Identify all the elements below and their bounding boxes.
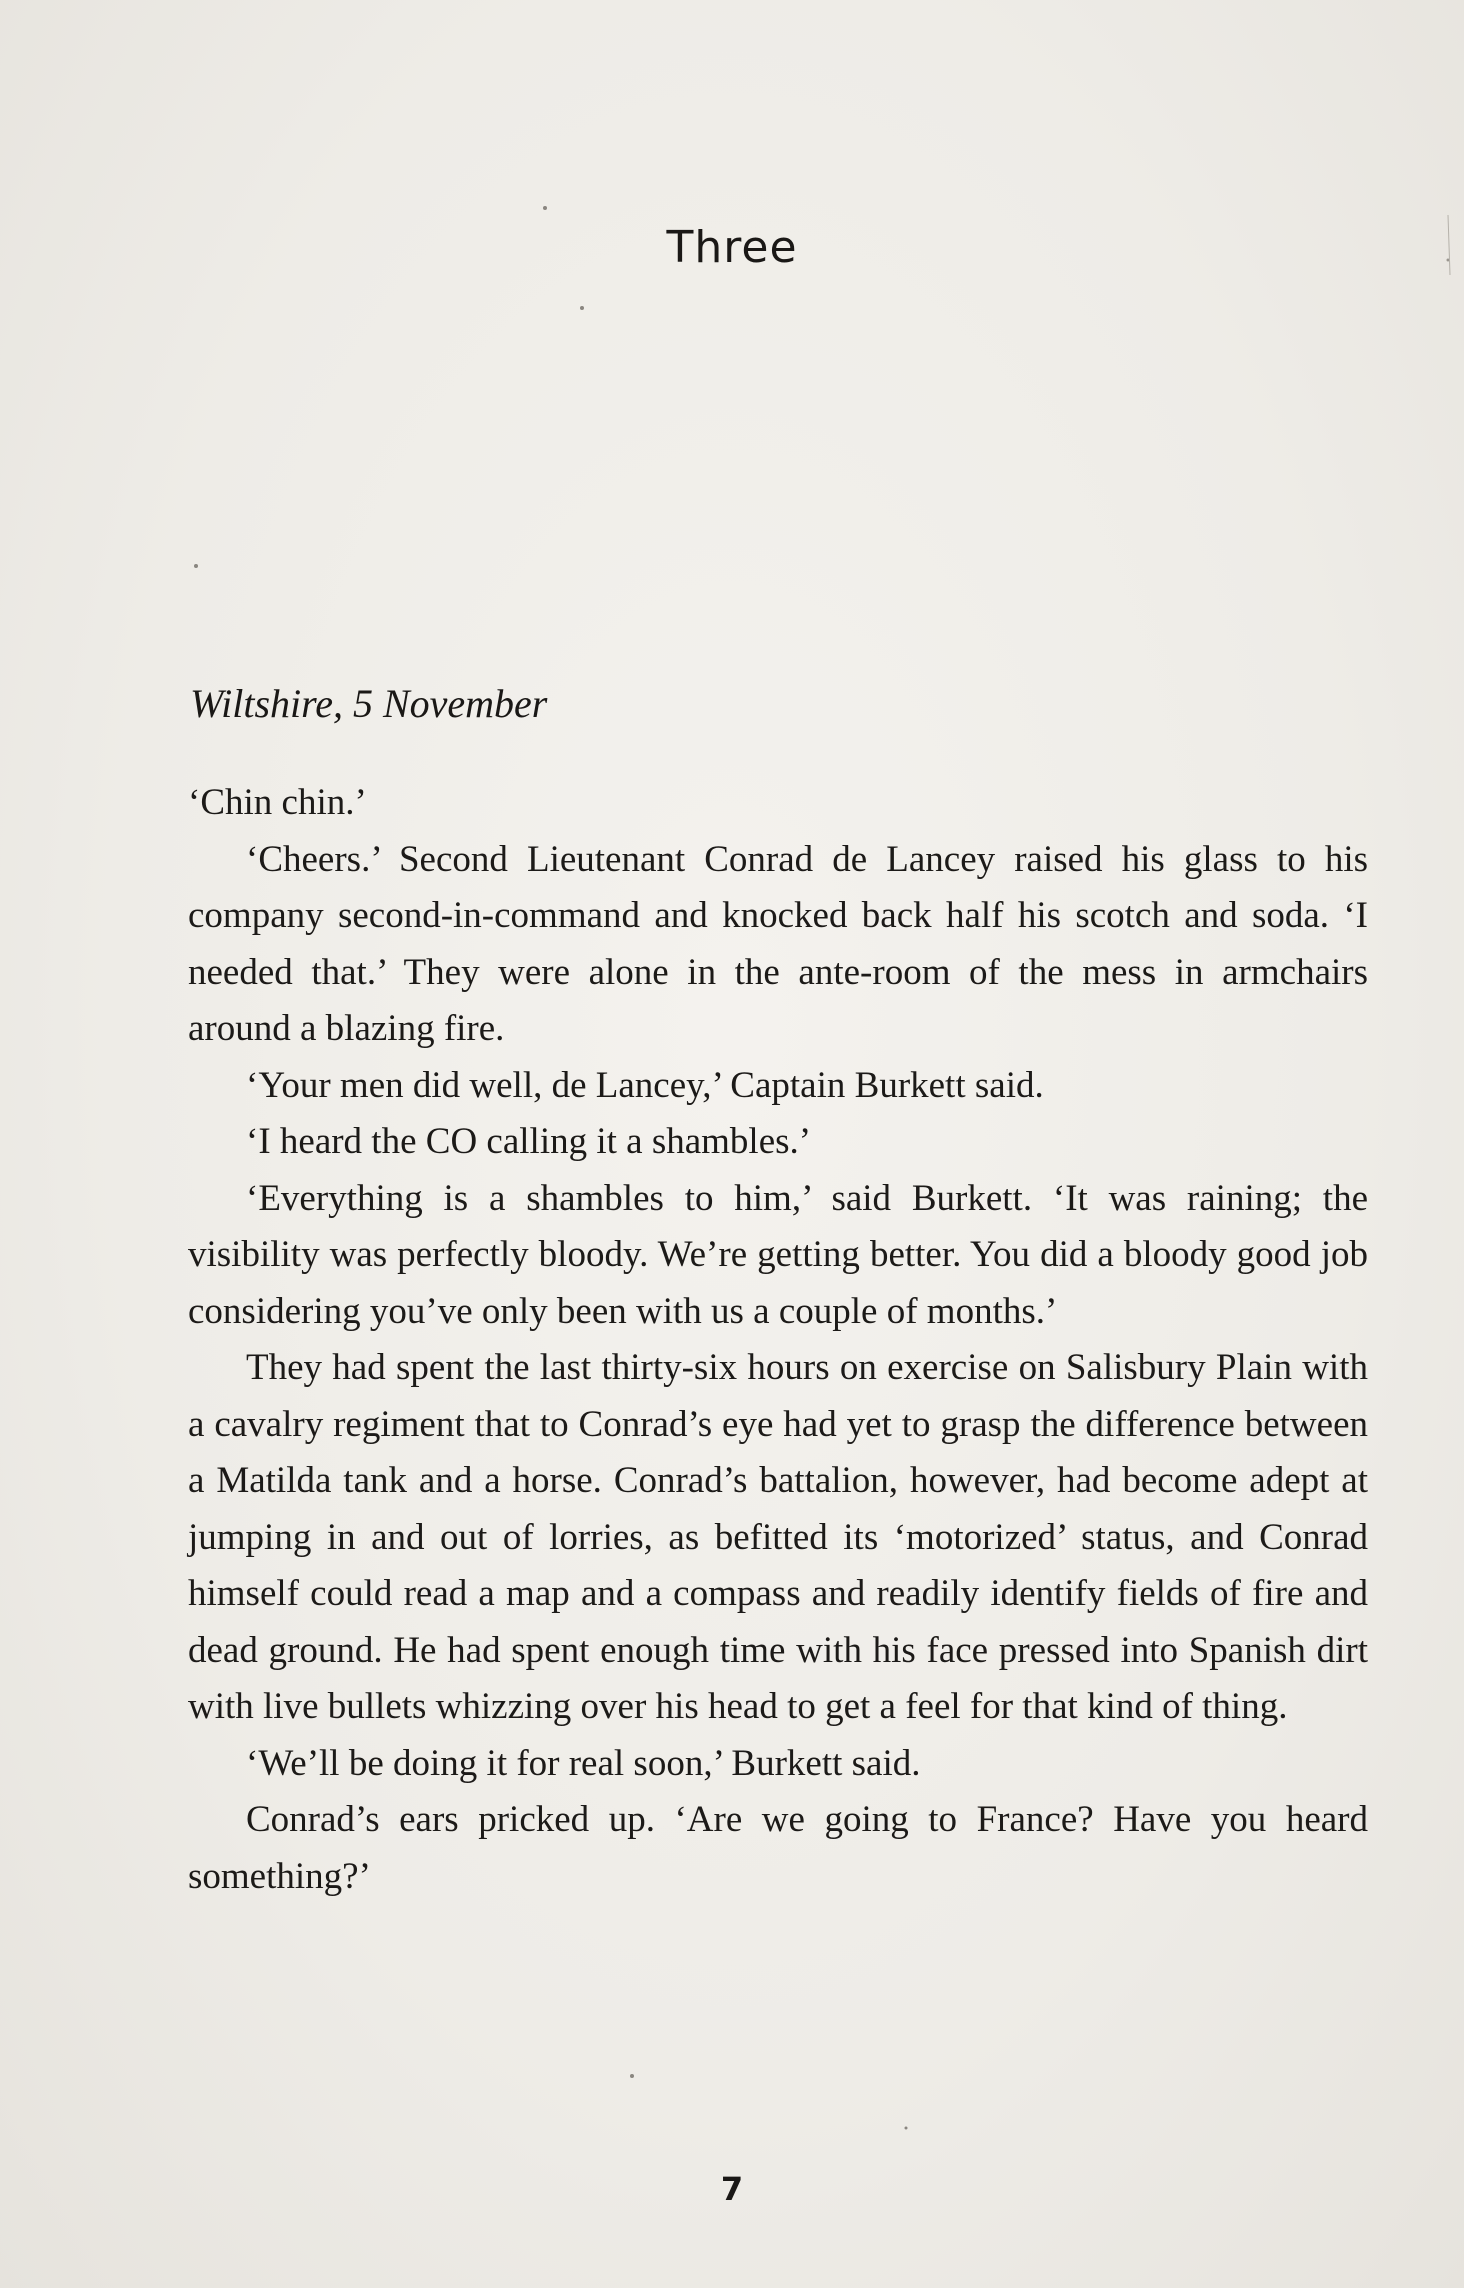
paragraph: ‘I heard the CO calling it a shambles.’ bbox=[246, 1121, 812, 1162]
section-heading: Wiltshire, 5 November bbox=[190, 681, 548, 726]
paragraph: ‘We’ll be doing it for real soon,’ Burkett said. bbox=[246, 1742, 921, 1784]
page-number: 7 bbox=[720, 2170, 744, 2208]
body-text bbox=[188, 775, 1368, 1905]
paragraph: They had spent the last thirty-six hours on exercise on Salisbury Plain with a cavalry regiment that to Conrad’s eye had yet to grasp the difference between a Matilda tank and a horse. Conrad’s battalion, however, had become adept at jumping in and out of lorries, as befitted its ‘motorized’ status, and Conrad himself could read a map and a compass and readily identify fields of fire and dead ground. He had spent enough time with his face pressed into Spanish dirt with live bullets whizzing over his head to get a feel for that kind of thing. bbox=[188, 1347, 1368, 1727]
paragraph: ‘Cheers.’ Second Lieutenant Conrad de Lancey raised his glass to his company second-in-command and knocked back half his scotch and soda. ‘I needed that.’ They were alone in the ante-room of the mess in armchairs around a blazing fire. bbox=[188, 838, 1368, 1049]
paragraph: ‘Your men did well, de Lancey,’ Captain Burkett said. bbox=[246, 1064, 1044, 1106]
paragraph: ‘Everything is a shambles to him,’ said Burkett. ‘It was raining; the visibility was perfectly bloody. We’re getting better. You did a bloody good job considering you’ve only been with us a couple of months.’ bbox=[188, 1177, 1368, 1332]
paragraph: Conrad’s ears pricked up. ‘Are we going to France? Have you heard something?’ bbox=[188, 1799, 1368, 1897]
paragraph: ‘Chin chin.’ bbox=[188, 782, 367, 823]
chapter-title: Three bbox=[666, 222, 798, 273]
